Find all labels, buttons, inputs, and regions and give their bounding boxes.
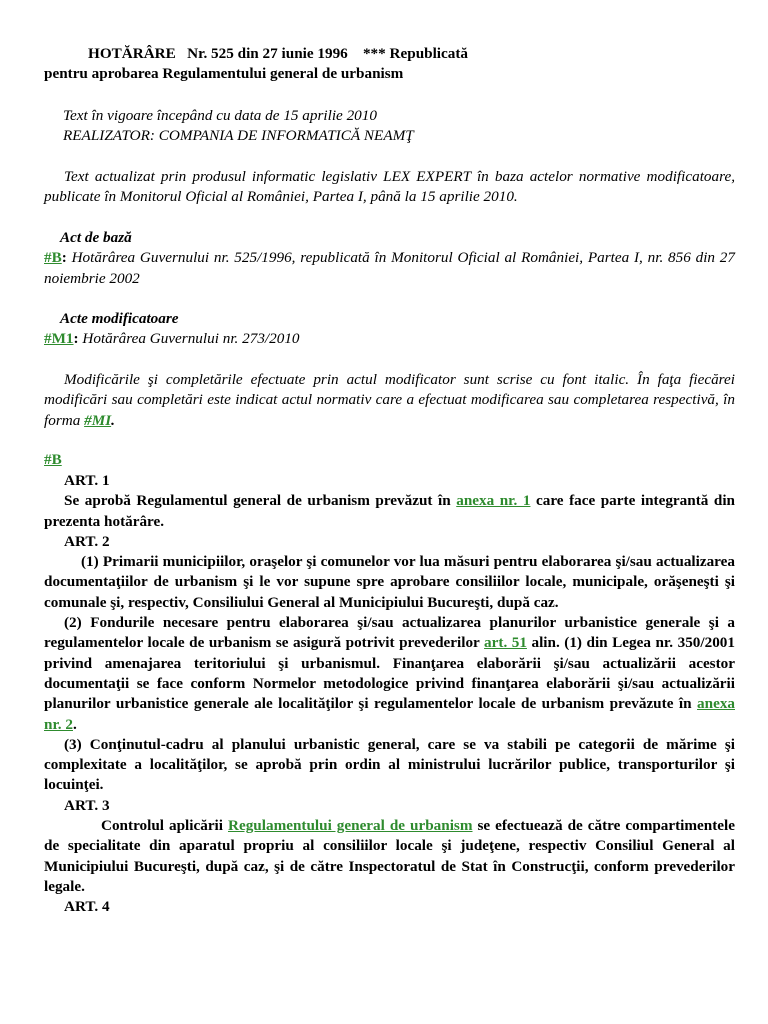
art2-paragraph-3: (3) Conţinutul-cadru al planului urbanistic general, care se va stabili pe categorii de mărime şi complexitate a localităţilor, se aprobă prin ordin al ministrului lucrărilor publice, transporturilor şi locuinţei.: [44, 735, 735, 794]
base-act-description: Hotărârea Guvernului nr. 525/1996, republicată în Monitorul Oficial al României, Partea I, nr. 856 din 27 noiembrie 2002: [44, 249, 735, 287]
note-end: .: [111, 411, 115, 429]
art2-p2-before: (2) Fondurile necesare pentru elaborarea şi/sau actualizarea planurilor urbanistice generale şi a regulamentelor locale de urbanism se asigură potrivit prevederilor: [44, 614, 735, 652]
art1-text: [44, 491, 735, 532]
intro-paragraph: Text actualizat prin produsul informatic legislativ LEX EXPERT în baza actelor normative modificatoare, publicate în Monitorul Oficial al României, Partea I, până la 15 aprilie 2010.: [44, 168, 735, 206]
document-title: [44, 44, 735, 85]
art3-text-before: Controlul aplicării: [101, 817, 228, 835]
modifying-acts-text: [44, 329, 735, 349]
in-force-text: Text în vigoare începând cu data de 15 aprilie 2010: [63, 107, 377, 124]
modifying-acts-separator: :: [73, 330, 79, 348]
anexa-1-link[interactable]: anexa nr. 1: [456, 492, 531, 510]
art2-p2-mid: alin. (1) din Legea nr. 350/2001 privind amenajarea teritoriului şi urbanismul. Finanţarea elaborării şi/sau actualizării acestor documentaţii se face conform Normelor metodologice privind finanţarea elaborării şi/sau actualizării planurilor urbanistice generale ale localităţilor şi regulamentelor locale de urbanism prevăzute în: [44, 634, 735, 713]
art3-text: [44, 816, 735, 897]
art3-text-after: se efectuează de către compartimentele de specialitate din aparatul propriu al consiliilor locale şi judeţene, respectiv Consiliul General al Municipiului Bucureşti, după caz, şi de către Inspectoratul de Stat în Construcţii, conform prevederilor legale.: [44, 817, 735, 895]
section-tag-link[interactable]: #B: [44, 451, 62, 468]
modifying-acts-heading: Acte modificatoare: [60, 310, 179, 327]
note-paragraph: [44, 370, 735, 431]
base-act-heading: Act de bază: [60, 229, 132, 246]
title-line-2: pentru aprobarea Regulamentului general de urbanism: [44, 65, 404, 83]
art4-heading: ART. 4: [64, 898, 110, 916]
art2-paragraph-2: [44, 613, 735, 735]
base-act-separator: :: [61, 249, 67, 267]
art-51-link[interactable]: art. 51: [484, 634, 527, 652]
articles-block: [44, 471, 735, 918]
art1-text-before: Se aprobă Regulamentul general de urbanism prevăzut în: [64, 492, 457, 510]
art1-heading: ART. 1: [64, 472, 110, 489]
producer-text: REALIZATOR: COMPANIA DE INFORMATICĂ NEAMŢ: [63, 127, 414, 145]
base-act-text: [44, 248, 735, 289]
status-block: [44, 106, 735, 147]
art2-p2-end: .: [72, 715, 77, 733]
modifying-acts-description: Hotărârea Guvernului nr. 273/2010: [78, 330, 300, 348]
art3-heading: ART. 3: [64, 796, 110, 814]
modifying-acts-section: [44, 309, 735, 350]
base-act-tag-link[interactable]: #B: [44, 249, 62, 267]
mi-tag-link[interactable]: #MI: [84, 411, 112, 429]
art2-paragraph-1: (1) Primarii municipiilor, oraşelor şi comunelor vor lua măsuri pentru elaborarea şi/sau actualizarea documentaţiilor de urbanism şi le vor supune spre aprobare consiliilor locale, municipale, orăşeneşti şi comunale şi, respectiv, Consiliului General al Municipiului Bucureşti, după caz.: [44, 553, 735, 611]
art1-text-after: care face parte integrantă din prezenta hotărâre.: [44, 492, 735, 530]
m1-tag-link[interactable]: #M1: [44, 330, 74, 348]
title-line-1: HOTĂRÂRE Nr. 525 din 27 iunie 1996 *** Republicată: [88, 45, 469, 62]
base-act-section: [44, 228, 735, 289]
note-text: Modificările şi completările efectuate prin actul modificator sunt scrise cu font italic. În faţa fiecărei modificări sau completări este indicat actul normativ care a efectuat modificarea sau completarea respectivă, în forma: [44, 371, 735, 429]
section-tag-line: [44, 450, 735, 470]
regulament-link[interactable]: Regulamentului general de urbanism: [228, 817, 473, 835]
art2-heading: ART. 2: [64, 532, 110, 550]
anexa-2-link[interactable]: anexa nr. 2: [44, 695, 735, 733]
